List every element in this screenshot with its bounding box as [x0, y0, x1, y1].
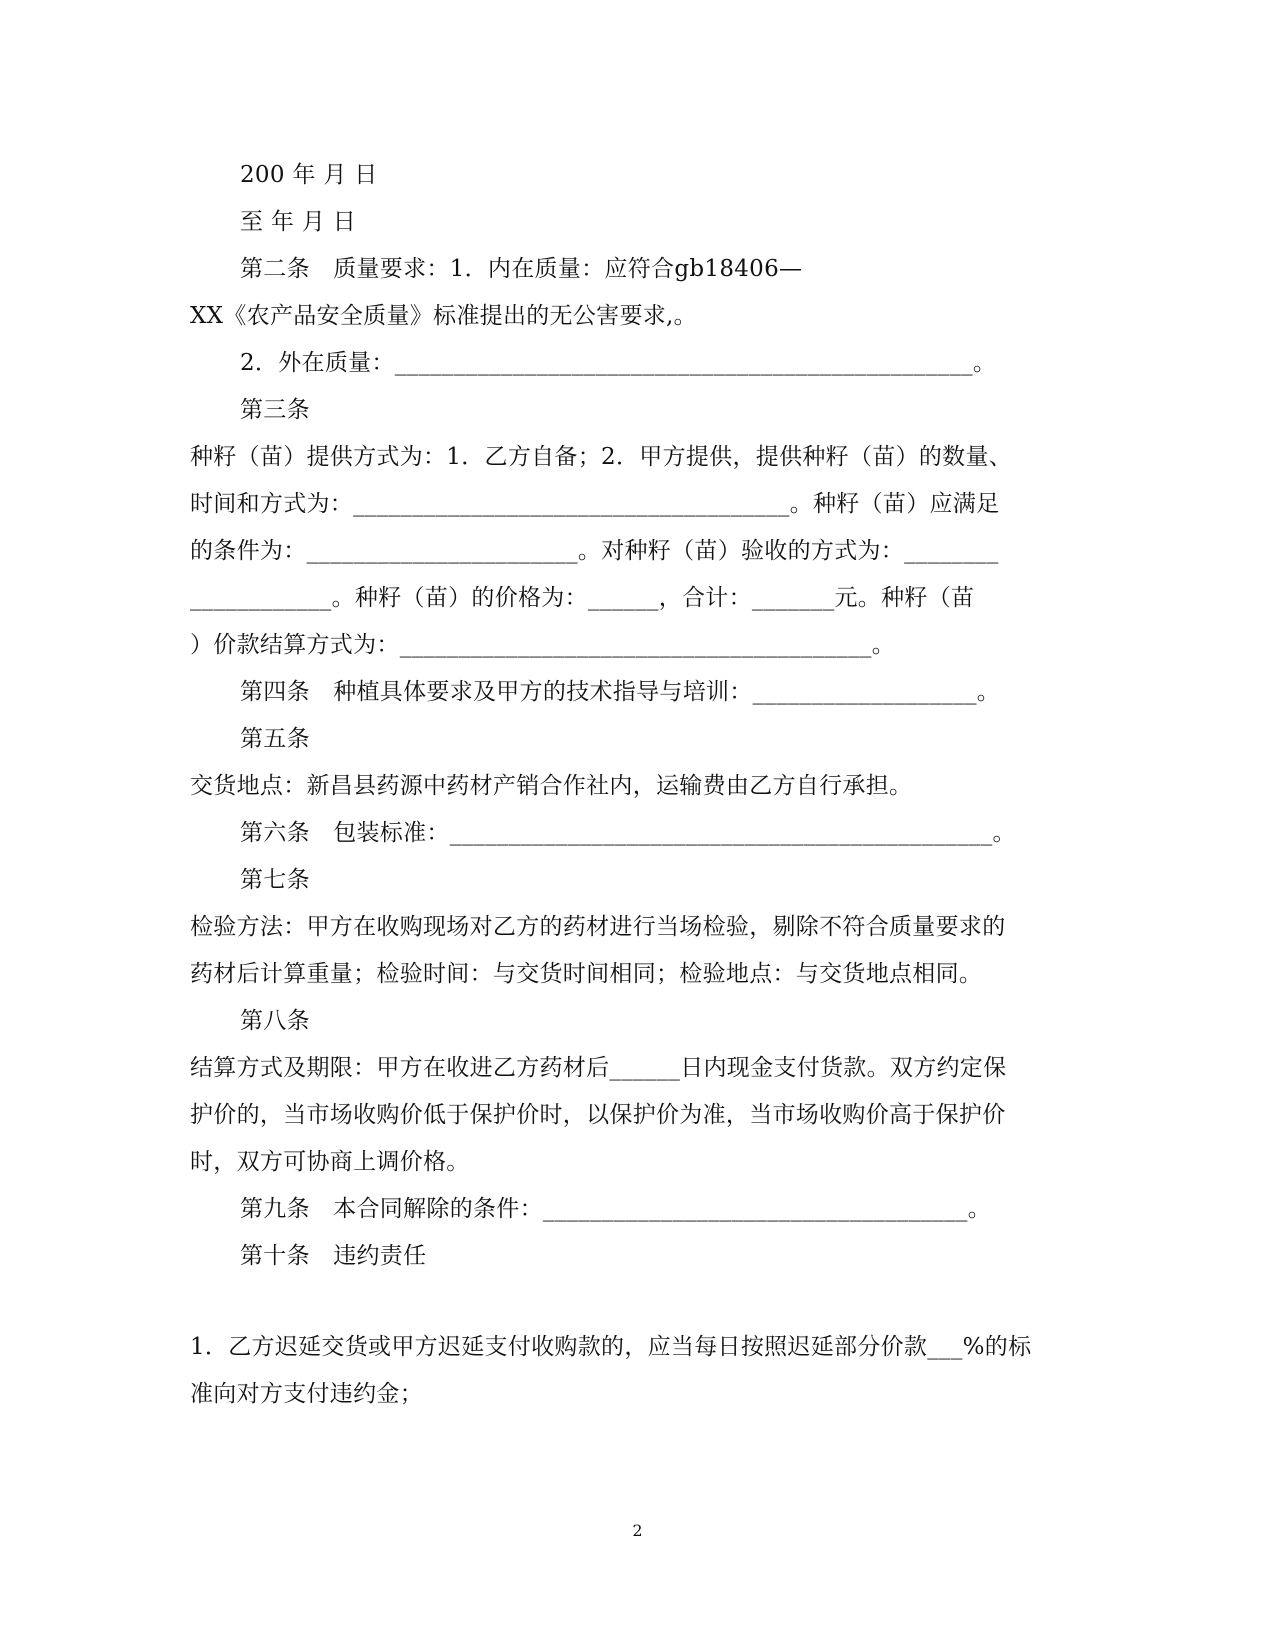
text-line: 准向对方支付违约金； [190, 1381, 423, 1407]
text-line: 检验方法：甲方在收购现场对乙方的药材进行当场检验，剔除不符合质量要求的 [190, 914, 1006, 940]
text-line: 1．乙方迟延交货或甲方迟延支付收购款的，应当每日按照迟延部分价款___%的标 [190, 1334, 1032, 1360]
text-line: 交货地点：新昌县药源中药材产销合作社内，运输费由乙方自行承担。 [190, 773, 913, 799]
article-6-heading: 第六条 包装标准：______________________________________________。 [240, 820, 1016, 846]
text-line: 种籽（苗）提供方式为：1．乙方自备；2．甲方提供，提供种籽（苗）的数量、 [190, 444, 1013, 470]
article-9-heading: 第九条 本合同解除的条件：____________________________________。 [240, 1196, 991, 1222]
article-2-heading: 第二条 质量要求：1．内在质量：应符合gb18406— [240, 256, 803, 282]
article-4-heading: 第四条 种植具体要求及甲方的技术指导与培训：___________________。 [240, 679, 1001, 705]
text-line: 2．外在质量：_________________________________________________。 [240, 350, 997, 376]
article-10-heading: 第十条 违约责任 [240, 1243, 427, 1269]
text-line: 结算方式及期限：甲方在收进乙方药材后______日内现金支付货款。双方约定保 [190, 1055, 1007, 1081]
text-line: ）价款结算方式为：________________________________________。 [190, 632, 895, 658]
text-line: ____________。种籽（苗）的价格为：______，合计：_______元。种籽（苗 [190, 585, 975, 611]
article-8-heading: 第八条 [240, 1008, 310, 1034]
article-3-heading: 第三条 [240, 397, 310, 423]
text-line-date-start: 200 年 月 日 [240, 162, 378, 188]
article-7-heading: 第七条 [240, 867, 310, 893]
page-number: 2 [632, 1521, 643, 1540]
text-line: 时间和方式为：_____________________________________。种籽（苗）应满足 [190, 491, 1000, 517]
article-5-heading: 第五条 [240, 726, 310, 752]
text-line: 护价的，当市场收购价低于保护价时，以保护价为准，当市场收购价高于保护价 [190, 1102, 1006, 1128]
text-line-date-end: 至 年 月 日 [240, 209, 357, 235]
text-line: XX《农产品安全质量》标准提出的无公害要求,。 [190, 303, 697, 329]
text-line: 的条件为：_______________________。对种籽（苗）验收的方式为：________ [190, 538, 999, 564]
text-line: 药材后计算重量；检验时间：与交货时间相同；检验地点：与交货地点相同。 [190, 961, 983, 987]
text-line: 时，双方可协商上调价格。 [190, 1149, 470, 1175]
